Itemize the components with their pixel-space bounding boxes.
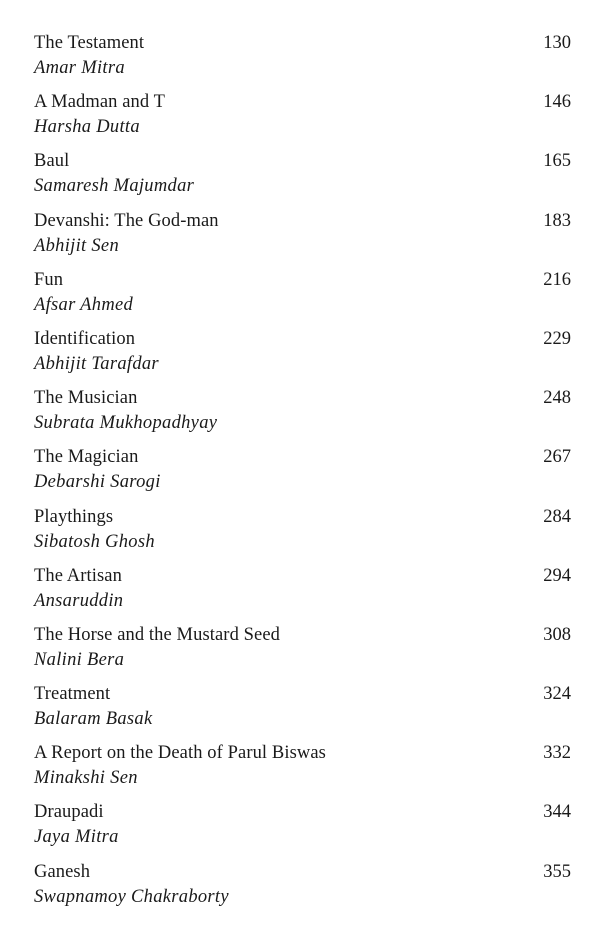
page-number: 267 [543, 447, 571, 468]
story-author: Subrata Mukhopadhyay [34, 413, 218, 434]
toc-entry [34, 90, 571, 149]
page-number: 324 [543, 684, 571, 705]
story-title: The Testament [34, 33, 145, 53]
page-number: 183 [543, 210, 571, 231]
story-author: Sibatosh Ghosh [34, 531, 155, 552]
page-number: 284 [543, 506, 571, 527]
page-number: 146 [543, 92, 571, 113]
toc-entry [34, 741, 571, 800]
story-author: Afsar Ahmed [34, 294, 134, 315]
toc-entry [34, 149, 571, 208]
story-author: Ansaruddin [34, 590, 124, 611]
toc-entry [34, 800, 571, 859]
toc-entry [34, 505, 571, 564]
page-number: 308 [543, 624, 571, 645]
story-author: Samaresh Majumdar [34, 176, 195, 197]
toc-entry [34, 327, 571, 386]
page-number: 332 [543, 743, 571, 764]
toc-entry [34, 564, 571, 623]
story-title: Playthings [34, 506, 114, 527]
toc-entry [34, 682, 571, 741]
toc-entry [34, 209, 571, 268]
story-title: Ganesh [34, 861, 91, 882]
story-title: The Magician [34, 447, 139, 468]
story-title: A Madman and T [34, 92, 166, 113]
story-author: Debarshi Sarogi [34, 472, 161, 493]
story-title: Draupadi [34, 802, 104, 823]
story-title: A Report on the Death of Parul Biswas [34, 743, 326, 764]
page-number: 344 [543, 802, 571, 823]
story-author: Amar Mitra [34, 58, 125, 78]
page-number: 294 [543, 565, 571, 586]
story-author: Nalini Bera [34, 649, 125, 670]
toc-entry [34, 386, 571, 445]
table-of-contents [34, 31, 571, 919]
story-title: The Musician [34, 388, 138, 409]
story-title: Identification [34, 328, 136, 349]
page-number: 216 [543, 269, 571, 290]
story-title: Treatment [34, 684, 111, 705]
page-number: 229 [543, 328, 571, 349]
story-author: Swapnamoy Chakraborty [34, 886, 229, 907]
page-number: 165 [543, 151, 571, 172]
story-title: Devanshi: The God-man [34, 210, 219, 231]
story-title: Baul [34, 151, 70, 172]
toc-entry [34, 268, 571, 327]
toc-entry [34, 445, 571, 504]
story-title: The Horse and the Mustard Seed [34, 624, 281, 645]
toc-entry [34, 31, 571, 90]
story-title: The Artisan [34, 565, 122, 586]
story-author: Jaya Mitra [34, 827, 119, 848]
page-number: 355 [543, 861, 571, 882]
story-author: Balaram Basak [34, 709, 153, 730]
page-number: 130 [543, 33, 571, 53]
story-author: Harsha Dutta [34, 117, 140, 138]
toc-entry [34, 623, 571, 682]
toc-entry [34, 860, 571, 919]
story-title: Fun [34, 269, 64, 290]
story-author: Minakshi Sen [34, 768, 138, 789]
story-author: Abhijit Tarafdar [34, 353, 159, 374]
story-author: Abhijit Sen [34, 235, 119, 256]
page-number: 248 [543, 388, 571, 409]
